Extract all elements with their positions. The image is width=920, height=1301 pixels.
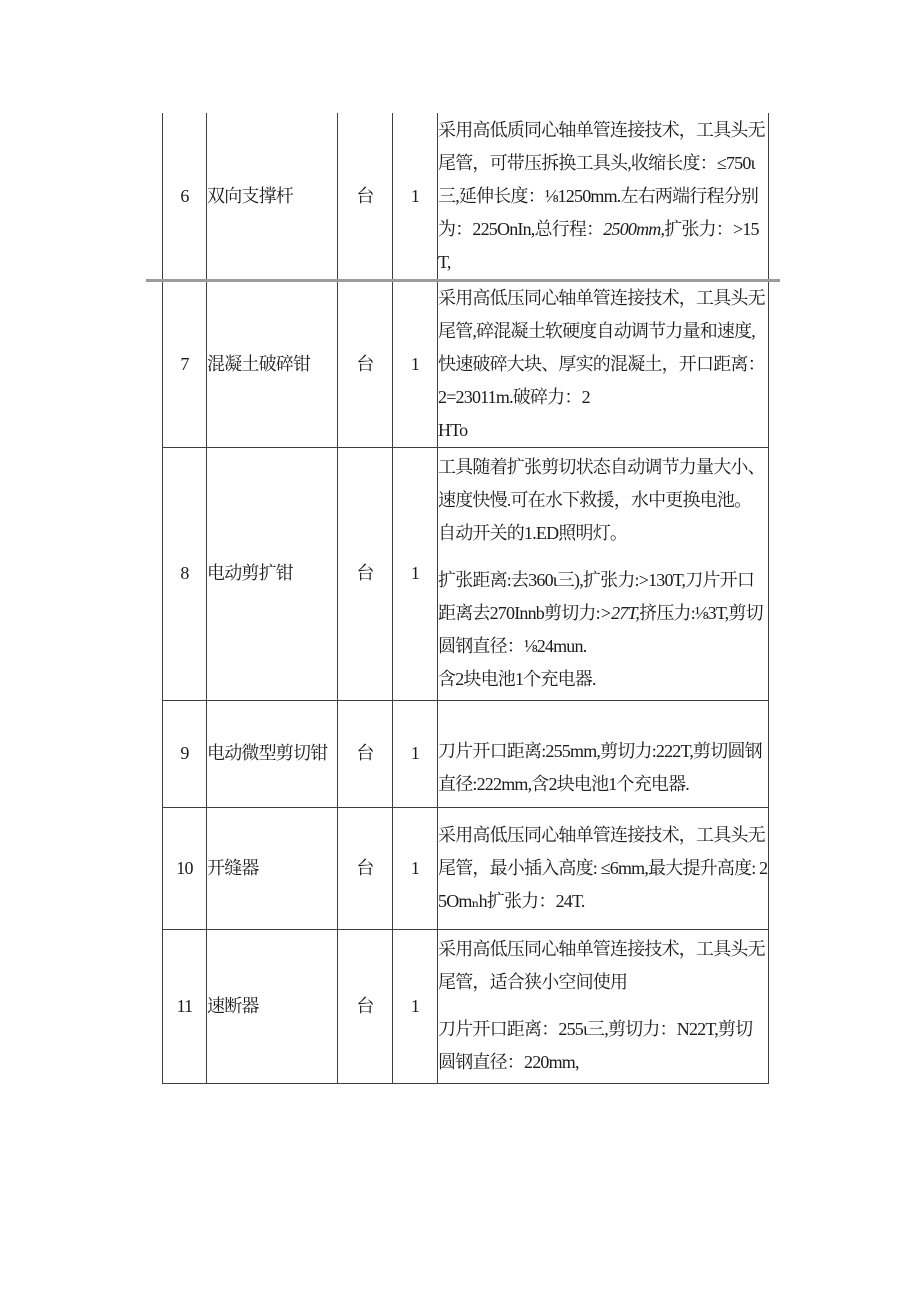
row-number-cell <box>163 113 207 281</box>
description-paragraph <box>438 564 768 663</box>
quantity-cell <box>393 807 438 929</box>
row-number-cell <box>163 700 207 807</box>
description-paragraph <box>438 819 768 918</box>
description-paragraph <box>438 451 768 550</box>
quantity-value: 1 <box>410 995 420 1016</box>
description-text: 采用高低压同心轴单管连接技术，工具头无尾管,碎混凝土软硬度自动调节力量和速度,快速破碎大块、厚实的混凝土，开口距离：2=23011m.破碎力：2 <box>438 287 765 407</box>
table-row <box>163 700 769 807</box>
description-text: 采用高低压同心轴单管连接技术，工具头无尾管，最小插入高度: ≤6mm,最大提升高度: 25Omₙh扩张力：24T. <box>438 824 768 911</box>
description-paragraph <box>438 114 768 279</box>
quantity-cell <box>393 113 438 281</box>
description-text-italic: 2500mm, <box>603 219 665 240</box>
unit-value: 台 <box>356 353 374 374</box>
description-text: 刀片开口距离:255mm,剪切力:222T,剪切圆钢直径:222mm,含2块电池1个充电器. <box>438 740 762 794</box>
item-name: 双向支撑杆 <box>207 186 293 207</box>
unit-value: 台 <box>356 186 374 207</box>
description-paragraph <box>438 1013 768 1079</box>
item-name: 速断器 <box>207 995 259 1016</box>
row-number: 9 <box>180 743 189 763</box>
row-number-cell <box>163 807 207 929</box>
description-cell <box>438 700 769 807</box>
quantity-cell <box>393 700 438 807</box>
quantity-cell <box>393 281 438 447</box>
description-paragraph <box>438 933 768 999</box>
description-text: 刀片开口距离：255ι三,剪切力：N22T,剪切圆钢直径：220mm, <box>438 1019 753 1072</box>
row-number: 7 <box>180 353 189 374</box>
item-name-cell <box>207 447 338 700</box>
description-cell <box>438 281 769 447</box>
unit-cell <box>338 447 393 700</box>
table-row <box>163 447 769 700</box>
unit-cell <box>338 807 393 929</box>
item-name: 混凝土破碎钳 <box>207 353 311 374</box>
item-name: 开缝器 <box>207 857 259 878</box>
row-number-cell <box>163 929 207 1083</box>
table-row <box>163 807 769 929</box>
quantity-value: 1 <box>410 743 420 763</box>
row-number-cell <box>163 281 207 447</box>
quantity-value: 1 <box>410 186 420 207</box>
row-number: 8 <box>180 563 189 583</box>
row-divider-rule <box>146 279 780 282</box>
row-number: 6 <box>180 186 189 207</box>
quantity-cell <box>393 929 438 1083</box>
item-name: 电动剪扩钳 <box>207 563 293 583</box>
description-text: 采用高低质同心轴单管连接技术，工具头无尾管，可带压拆换工具头,收缩长度：≤750ι三,延伸长度：⅛1250mm.左右两端行程分别为：225OnIn,总行程： <box>438 120 765 240</box>
unit-value: 台 <box>356 563 374 583</box>
description-paragraph <box>438 282 768 414</box>
description-cell <box>438 113 769 281</box>
unit-cell <box>338 700 393 807</box>
description-text: 挤压力:⅛3T,剪切圆钢直径：⅛24mun. <box>438 603 763 656</box>
table-row <box>163 281 769 447</box>
equipment-table <box>162 113 769 1084</box>
quantity-cell <box>393 447 438 700</box>
description-text-italic: >27T, <box>599 603 640 623</box>
description-paragraph <box>438 735 768 801</box>
row-number: 11 <box>176 995 193 1016</box>
item-name-cell <box>207 113 338 281</box>
unit-cell <box>338 281 393 447</box>
description-text: 工具随着扩张剪切状态自动调节力量大小、速度快慢.可在水下救援，水中更换电池。自动开关的1.ED照明灯。 <box>438 457 765 543</box>
item-name-cell <box>207 807 338 929</box>
unit-value: 台 <box>356 743 374 763</box>
unit-value: 台 <box>356 857 374 878</box>
description-text: HTo <box>438 419 468 440</box>
description-cell <box>438 807 769 929</box>
table-row <box>163 929 769 1083</box>
table-row <box>163 113 769 281</box>
item-name: 电动微型剪切钳 <box>207 743 328 763</box>
quantity-value: 1 <box>410 563 420 583</box>
description-text: 采用高低压同心轴单管连接技术，工具头无尾管，适合狭小空间使用 <box>438 939 765 992</box>
description-paragraph <box>438 414 768 447</box>
item-name-cell <box>207 281 338 447</box>
equipment-table-container <box>162 113 768 1084</box>
description-paragraph <box>438 663 768 696</box>
unit-cell <box>338 113 393 281</box>
quantity-value: 1 <box>410 857 420 878</box>
item-name-cell <box>207 700 338 807</box>
row-number-cell <box>163 447 207 700</box>
row-number: 10 <box>176 857 193 878</box>
description-cell <box>438 929 769 1083</box>
item-name-cell <box>207 929 338 1083</box>
unit-cell <box>338 929 393 1083</box>
description-text: 扩张距离:去360ι三),扩张力:>130T,刀片开口距离去270Innb剪切力: <box>438 570 755 623</box>
description-text: 扩张力：>15T, <box>438 219 759 273</box>
description-text: 含2块电池1个充电器. <box>438 669 596 689</box>
quantity-value: 1 <box>410 353 420 374</box>
description-cell <box>438 447 769 700</box>
unit-value: 台 <box>356 995 374 1016</box>
